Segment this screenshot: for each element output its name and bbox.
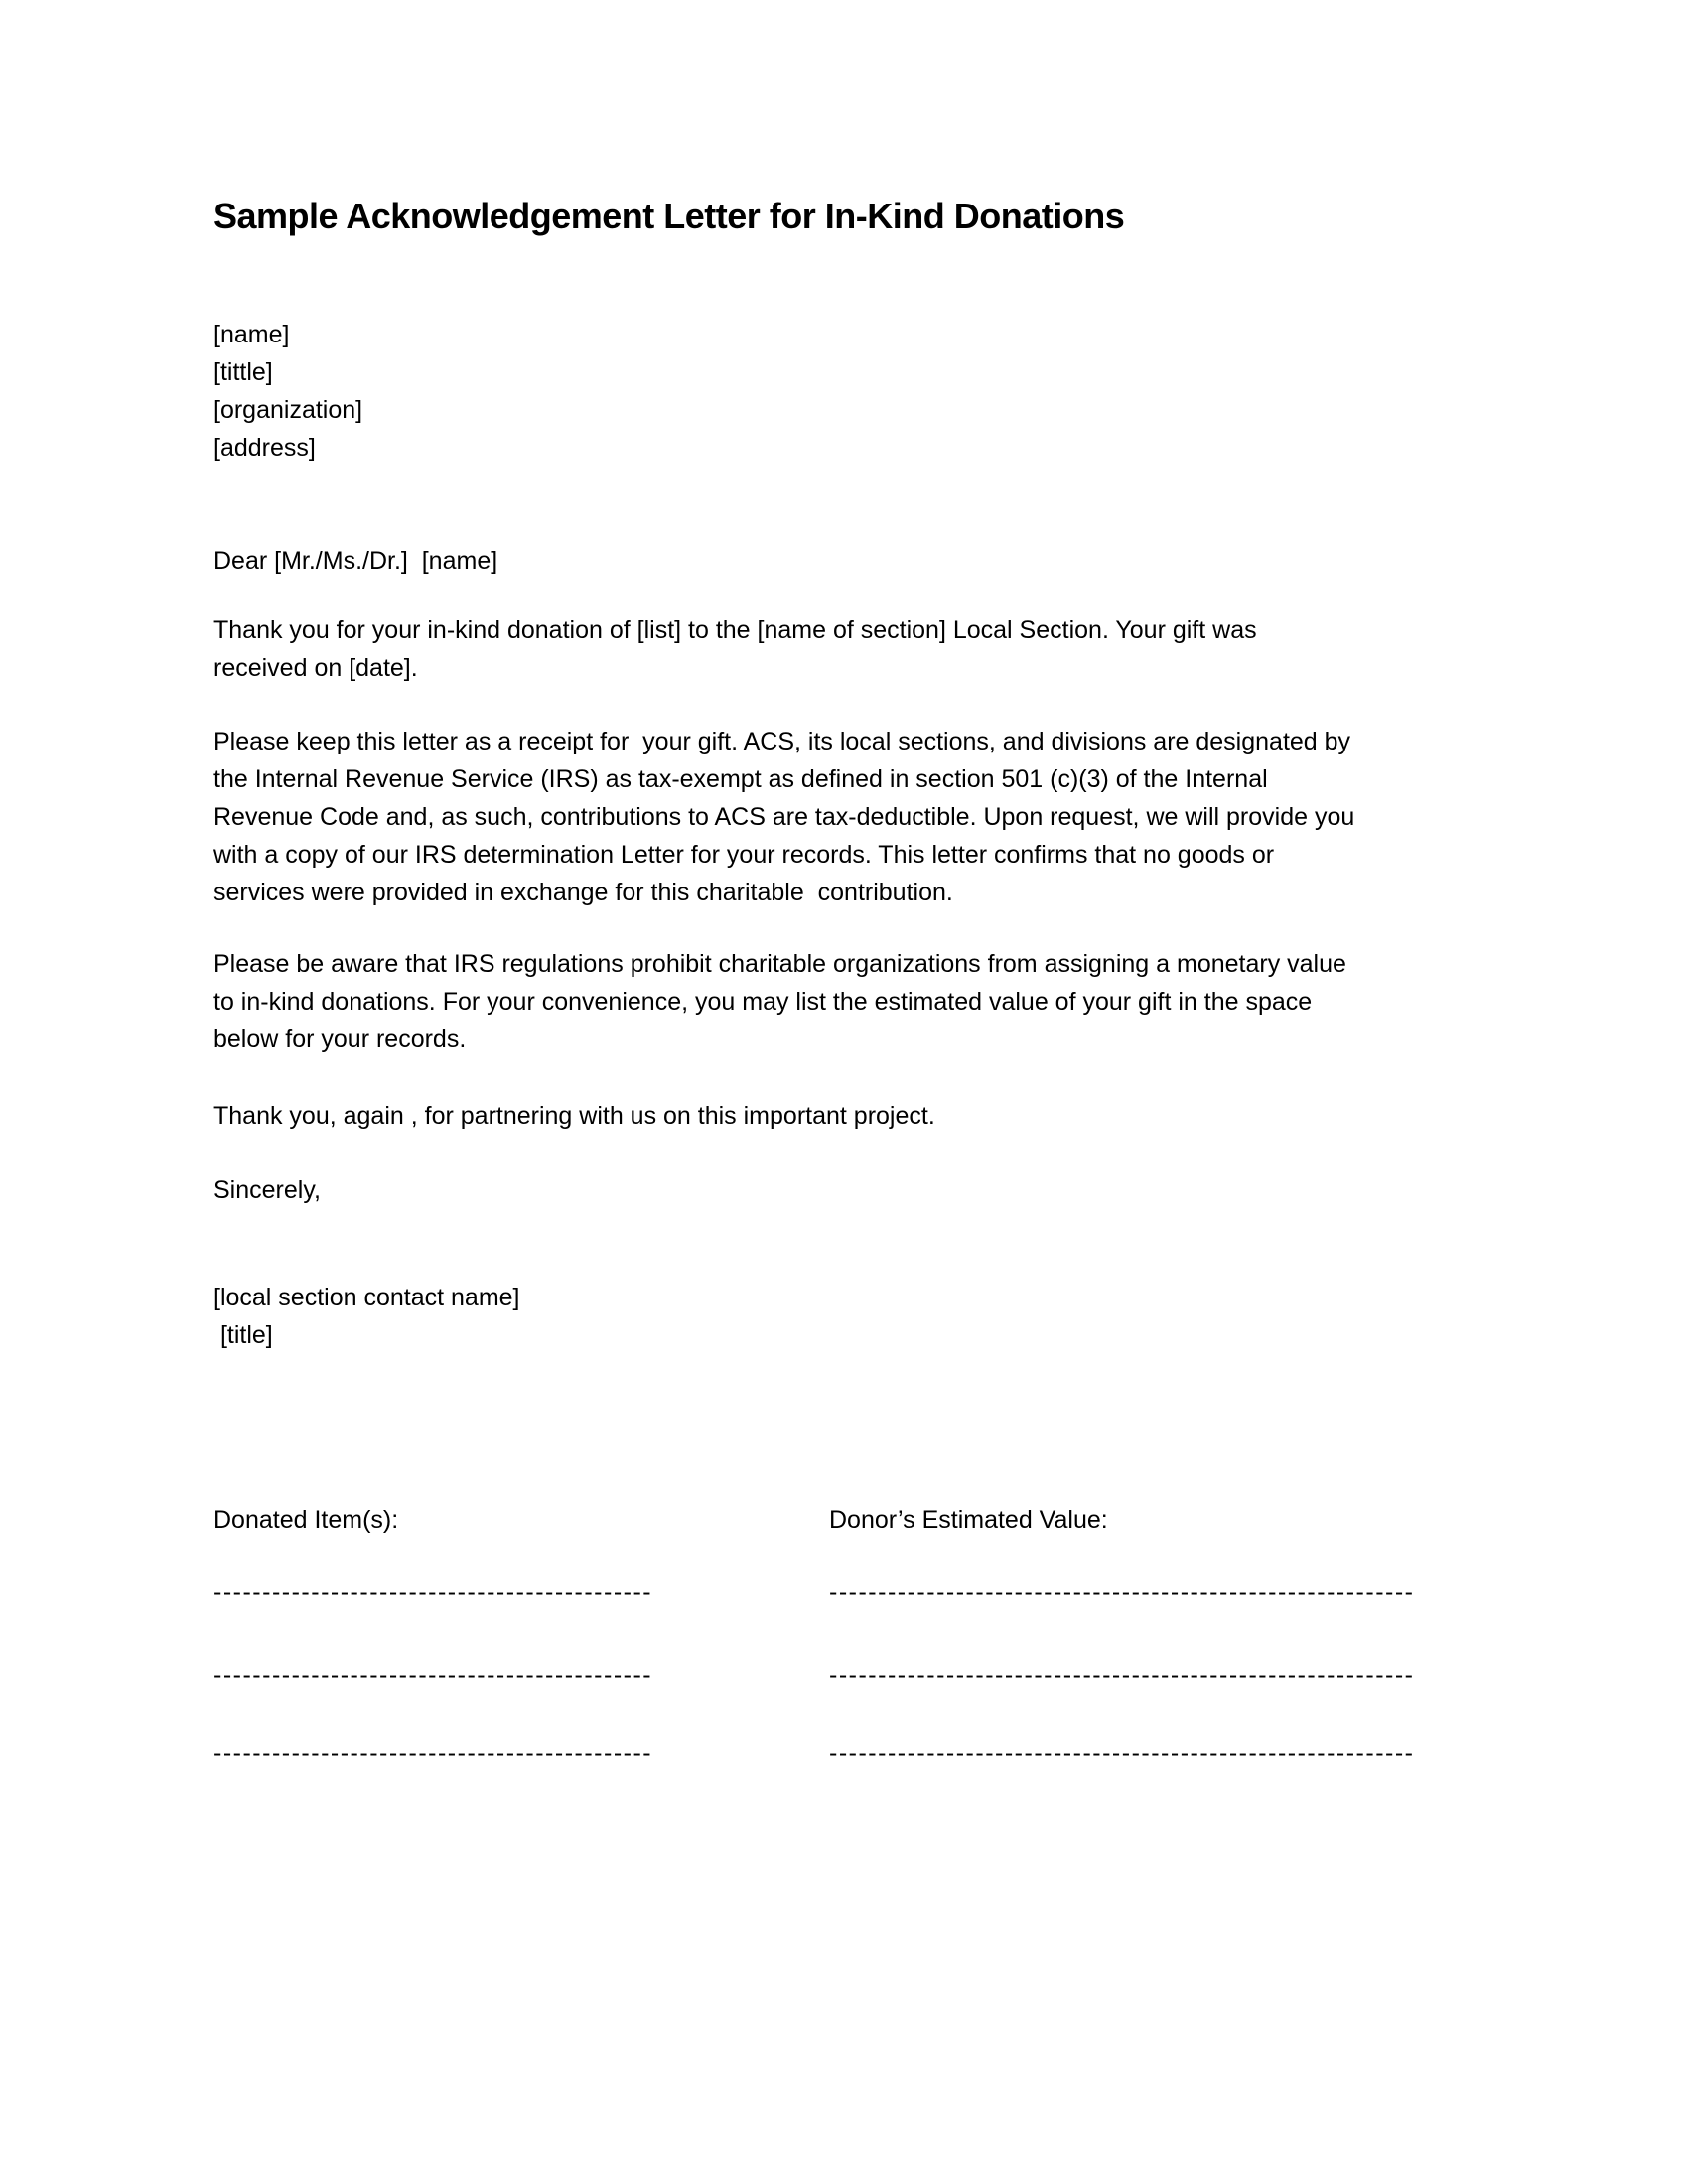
- paragraph-receipt-tax-info: [213, 723, 1354, 911]
- signature-contact-name: [local section contact name]: [213, 1284, 520, 1311]
- paragraph-line: Thank you for your in-kind donation of [list] to the [name of section] Local Section. Your gift was: [213, 616, 1257, 644]
- paragraph-line: the Internal Revenue Service (IRS) as tax-exempt as defined in section 501 (c)(3) of the Internal: [213, 765, 1268, 793]
- paragraph-line: received on [date].: [213, 654, 418, 682]
- paragraph-line: below for your records.: [213, 1025, 467, 1053]
- paragraph-line: Please keep this letter as a receipt for your gift. ACS, its local sections, and divisions are designated by: [213, 728, 1351, 755]
- paragraph-line: Thank you, again , for partnering with us on this important project.: [213, 1102, 935, 1130]
- donated-item-fill-line: ---------------------------------------------: [213, 1661, 653, 1689]
- signature-block: [213, 1279, 520, 1354]
- salutation: Dear [Mr./Ms./Dr.] [name]: [213, 547, 498, 575]
- estimated-value-fill-line: ------------------------------------------------------------: [829, 1578, 1415, 1606]
- estimated-value-header: Donor’s Estimated Value:: [829, 1506, 1108, 1534]
- page-title: Sample Acknowledgement Letter for In-Kind Donations: [213, 196, 1125, 236]
- donated-item-fill-line: ---------------------------------------------: [213, 1578, 653, 1606]
- paragraph-line: services were provided in exchange for this charitable contribution.: [213, 879, 953, 906]
- closing: Sincerely,: [213, 1176, 321, 1204]
- paragraph-line: Please be aware that IRS regulations prohibit charitable organizations from assigning a monetary value: [213, 950, 1346, 978]
- paragraph-line: with a copy of our IRS determination Letter for your records. This letter confirms that no goods or: [213, 841, 1275, 869]
- paragraph-line: to in-kind donations. For your convenience, you may list the estimated value of your gift in the space: [213, 988, 1313, 1016]
- paragraph-line: Revenue Code and, as such, contributions to ACS are tax-deductible. Upon request, we will provide you: [213, 803, 1355, 831]
- paragraph-irs-regulations: [213, 945, 1346, 1058]
- recipient-block: [213, 316, 362, 467]
- recipient-name: [name]: [213, 321, 290, 348]
- estimated-value-fill-line: ------------------------------------------------------------: [829, 1661, 1415, 1689]
- signature-title: [title]: [213, 1321, 273, 1349]
- paragraph-thanks-again: [213, 1097, 935, 1135]
- recipient-organization: [organization]: [213, 396, 363, 424]
- paragraph-donation-thanks: [213, 612, 1257, 687]
- donated-item-fill-line: ---------------------------------------------: [213, 1739, 653, 1767]
- estimated-value-fill-line: ------------------------------------------------------------: [829, 1739, 1415, 1767]
- recipient-address: [address]: [213, 434, 316, 462]
- donated-items-header: Donated Item(s):: [213, 1506, 399, 1534]
- recipient-title: [tittle]: [213, 358, 273, 386]
